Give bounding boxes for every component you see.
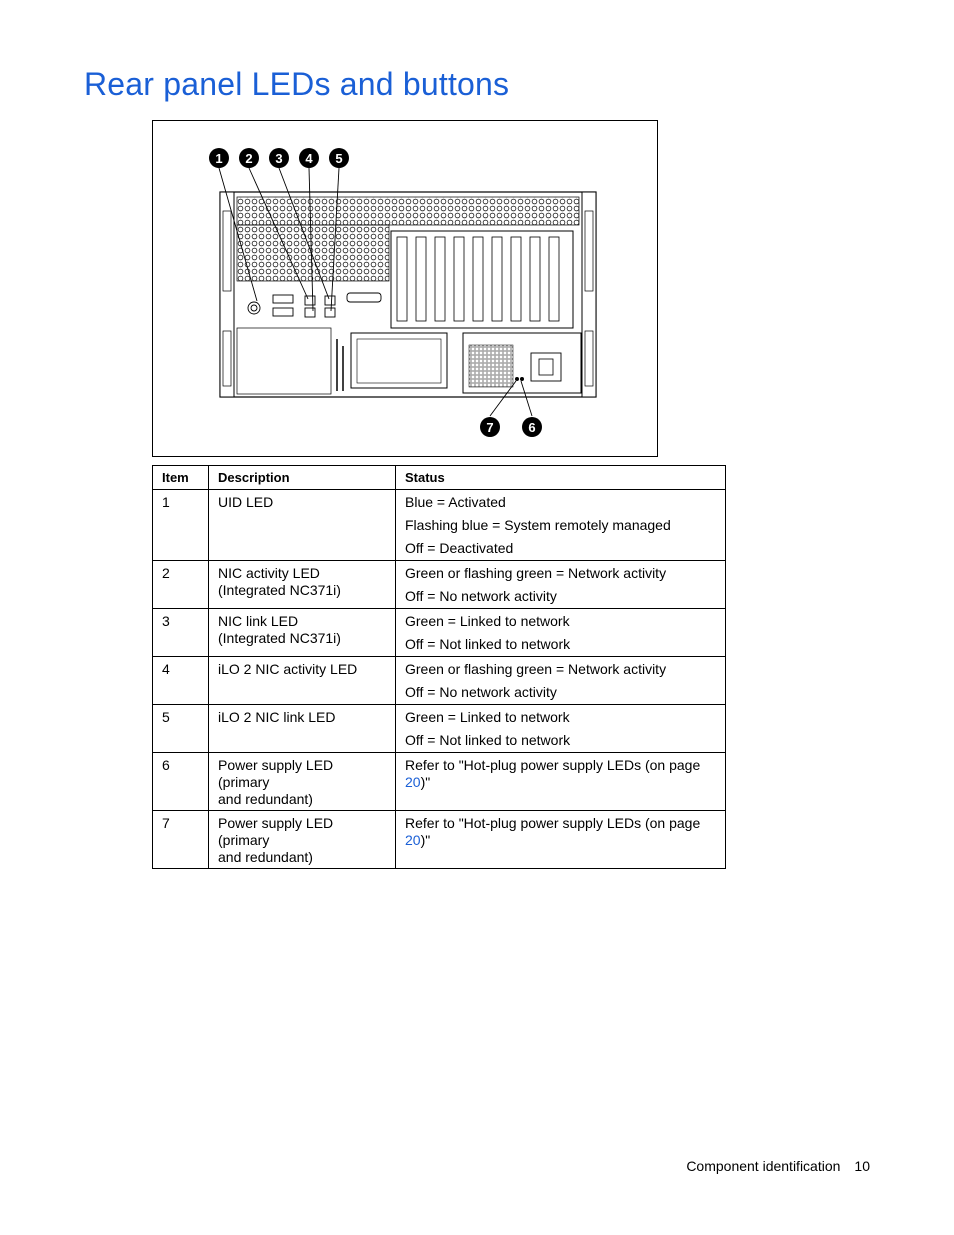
cell-status (396, 705, 726, 753)
table-row (153, 753, 726, 811)
cell-status (396, 753, 726, 811)
callout-4 (299, 148, 319, 168)
cell-status (396, 490, 726, 561)
status-line: Off = Not linked to network (405, 636, 571, 652)
reference-text-end: )" (420, 774, 431, 790)
cell-description (209, 811, 396, 869)
reference-text: Refer to "Hot-plug power supply LEDs (on page (405, 815, 701, 831)
callout-2-label: 2 (245, 151, 253, 166)
callout-4-label: 4 (305, 151, 313, 166)
callout-5 (329, 148, 349, 168)
page-reference-link[interactable]: 20 (405, 832, 421, 848)
table-row (153, 657, 726, 705)
cell-description (209, 657, 396, 705)
footer-section: Component identification (686, 1158, 841, 1174)
status-line: Blue = Activated (405, 494, 506, 510)
header-status: Status (396, 466, 726, 490)
header-description: Description (209, 466, 396, 490)
callout-6-label: 6 (528, 420, 536, 435)
cell-item: 6 (153, 753, 209, 811)
cell-description (209, 490, 396, 561)
description-line: (Integrated NC371i) (218, 630, 341, 646)
top-vent-grille (237, 197, 579, 225)
callout-5-label: 5 (335, 151, 343, 166)
description-line: iLO 2 NIC link LED (218, 709, 336, 725)
cell-description (209, 705, 396, 753)
cell-description (209, 609, 396, 657)
reference-text: Refer to "Hot-plug power supply LEDs (on page (405, 757, 701, 773)
description-line: iLO 2 NIC activity LED (218, 661, 358, 677)
cell-item: 4 (153, 657, 209, 705)
status-line: Off = Deactivated (405, 540, 514, 556)
rear-panel-figure (152, 120, 658, 457)
page-title: Rear panel LEDs and buttons (84, 66, 510, 102)
cell-item: 1 (153, 490, 209, 561)
left-vent-grille (237, 225, 389, 281)
cell-status (396, 561, 726, 609)
status-reference (405, 815, 716, 849)
rear-panel-illustration (153, 121, 659, 458)
description-line: and redundant) (218, 791, 313, 807)
cell-item: 2 (153, 561, 209, 609)
table-row (153, 490, 726, 561)
table-row (153, 705, 726, 753)
callout-3 (269, 148, 289, 168)
status-line: Green = Linked to network (405, 709, 570, 725)
cell-description (209, 753, 396, 811)
table-row (153, 811, 726, 869)
cell-status (396, 609, 726, 657)
callout-6 (522, 417, 542, 437)
callout-1-label: 1 (215, 151, 223, 166)
status-line: Off = Not linked to network (405, 732, 571, 748)
description-line: Power supply LED (primary (218, 757, 334, 790)
callout-7-label: 7 (486, 420, 494, 435)
cell-item: 3 (153, 609, 209, 657)
cell-item: 7 (153, 811, 209, 869)
description-line: (Integrated NC371i) (218, 582, 341, 598)
status-line: Off = No network activity (405, 684, 557, 700)
callout-1 (209, 148, 229, 168)
footer-page-number: 10 (854, 1158, 870, 1174)
cell-status (396, 657, 726, 705)
led-table (152, 465, 726, 869)
header-item: Item (153, 466, 209, 490)
status-line: Flashing blue = System remotely managed (405, 517, 671, 533)
description-line: Power supply LED (primary (218, 815, 334, 848)
status-reference (405, 757, 716, 791)
reference-text-end: )" (420, 832, 431, 848)
status-line: Off = No network activity (405, 588, 557, 604)
cell-item: 5 (153, 705, 209, 753)
status-line: Green or flashing green = Network activity (405, 565, 667, 581)
cell-description (209, 561, 396, 609)
pci-expansion-slots (391, 231, 573, 328)
status-line: Green = Linked to network (405, 613, 570, 629)
callout-7 (480, 417, 500, 437)
description-line: UID LED (218, 494, 274, 510)
table-header-row (153, 466, 726, 490)
page-reference-link[interactable]: 20 (405, 774, 421, 790)
status-line: Green or flashing green = Network activity (405, 661, 667, 677)
callout-2 (239, 148, 259, 168)
description-line: NIC link LED (218, 613, 299, 629)
description-line: NIC activity LED (218, 565, 320, 581)
table-row (153, 561, 726, 609)
callout-3-label: 3 (275, 151, 283, 166)
page-footer (686, 1158, 870, 1174)
lower-bay (351, 333, 447, 388)
description-line: and redundant) (218, 849, 313, 865)
cell-status (396, 811, 726, 869)
table-row (153, 609, 726, 657)
